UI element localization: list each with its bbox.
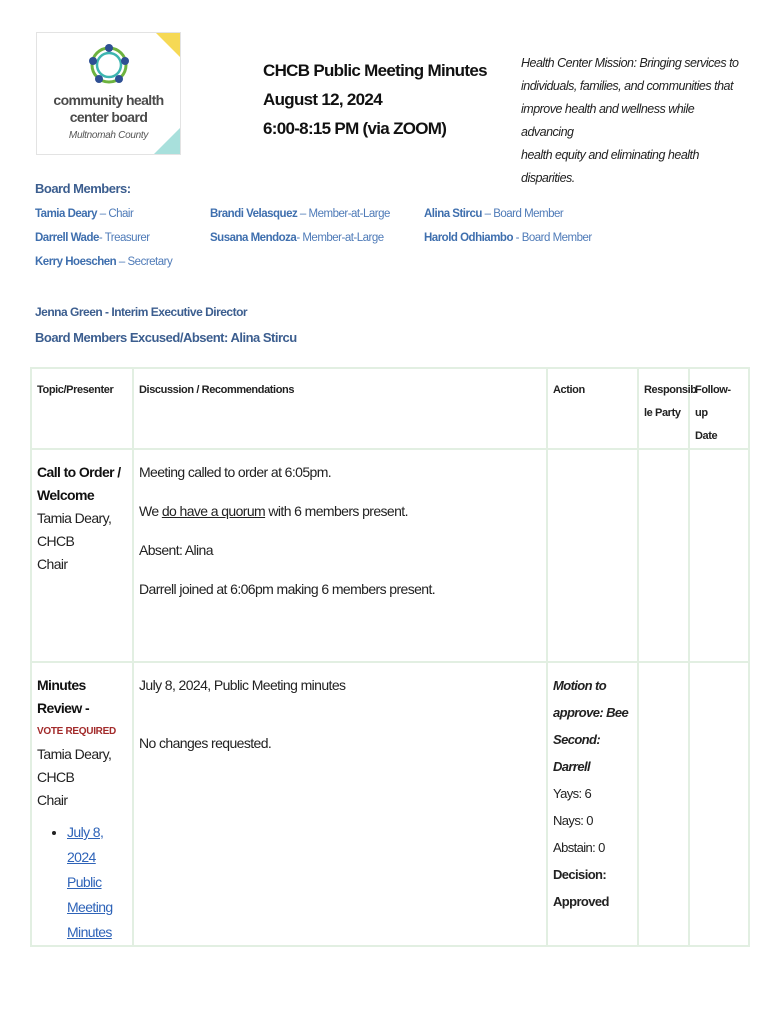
decision-label: Decision:	[553, 867, 607, 882]
quorum-underlined: do have a quorum	[161, 503, 266, 519]
discussion-text: No changes requested.	[139, 735, 272, 751]
logo-corner-yellow	[156, 33, 180, 57]
mission-line4: health equity and eliminating health disparities.	[521, 148, 699, 185]
member-entry	[35, 208, 133, 220]
logo-text-line1: community health	[53, 92, 164, 108]
nays-count: Nays: 0	[553, 813, 593, 828]
member-entry	[35, 256, 172, 268]
link-line[interactable]: Meeting	[67, 899, 113, 915]
mission-line2: individuals, families, and communities that	[521, 79, 733, 93]
member-entry	[424, 232, 592, 244]
member-role: – Secretary	[116, 256, 173, 268]
member-name: Susana Mendoza	[210, 232, 297, 244]
header-followup-line1: Follow-up	[695, 384, 731, 419]
vote-required-badge: VOTE REQUIRED	[37, 726, 116, 737]
followup-cell	[689, 662, 749, 946]
july-minutes-link[interactable]	[67, 824, 113, 940]
discussion-text: Meeting called to order at 6:05pm.	[139, 464, 332, 480]
joined-text: Darrell joined at 6:06pm making 6 members present.	[139, 581, 436, 597]
member-name: Harold Odhiambo	[424, 232, 513, 244]
executive-director: Jenna Green - Interim Executive Director	[35, 305, 248, 319]
topic-cell	[32, 450, 132, 576]
member-role: - Treasurer	[98, 232, 150, 244]
presenter-line1: Tamia Deary, CHCB	[37, 746, 112, 785]
minutes-table	[30, 367, 750, 947]
decision-value: Approved	[553, 894, 609, 909]
logo-rings-icon	[87, 41, 131, 91]
link-line[interactable]: Public	[67, 874, 102, 890]
responsible-cell	[638, 449, 689, 662]
topic-title: Minutes Review -	[37, 677, 89, 716]
followup-cell	[689, 449, 749, 662]
chcb-logo	[36, 32, 181, 155]
mission-line3: improve health and wellness while advancing	[521, 102, 695, 139]
title-line1: CHCB Public Meeting Minutes	[263, 61, 487, 80]
presenter-line2: Chair	[37, 556, 68, 572]
member-role: – Chair	[97, 208, 134, 220]
header-followup-date	[690, 369, 748, 448]
topic-title-line2: Welcome	[37, 487, 95, 503]
quorum-pre: We	[139, 503, 162, 519]
logo-text-line2: center board	[69, 109, 148, 125]
member-entry	[210, 208, 390, 220]
link-line[interactable]: Minutes	[67, 924, 112, 940]
responsible-cell	[638, 662, 689, 946]
header-responsible-line2: le Party	[644, 407, 681, 419]
member-role: - Board Member	[512, 232, 592, 244]
header-action: Action	[553, 384, 585, 396]
discussion-cell	[134, 663, 546, 755]
topic-cell	[32, 663, 132, 945]
link-line[interactable]: July 8, 2024	[67, 824, 104, 865]
header-responsible-party	[639, 369, 697, 425]
header-followup-line2: Date	[695, 430, 718, 442]
title-date: August 12, 2024	[263, 90, 382, 109]
minutes-link-list	[37, 820, 127, 945]
excused-absent-members: Board Members Excused/Absent: Alina Stircu	[35, 330, 297, 345]
header-topic: Topic/Presenter	[37, 384, 114, 396]
action-cell	[548, 663, 637, 915]
member-entry	[210, 232, 384, 244]
quorum-text	[139, 500, 541, 523]
member-role: – Member-at-Large	[297, 208, 390, 220]
member-entry	[35, 232, 150, 244]
abstain-count: Abstain: 0	[553, 840, 605, 855]
discussion-text: July 8, 2024, Public Meeting minutes	[139, 677, 346, 693]
quorum-post: with 6 members present.	[265, 503, 408, 519]
mission-line1: Health Center Mission: Bringing services to	[521, 56, 739, 70]
topic-title-line1: Call to Order /	[37, 464, 121, 480]
member-name: Tamia Deary	[35, 208, 98, 220]
header-discussion: Discussion / Recommendations	[139, 384, 295, 396]
table-row	[31, 662, 749, 946]
motion-line2: approve: Bee	[553, 705, 629, 720]
presenter-line1: Tamia Deary, CHCB	[37, 510, 112, 549]
member-name: Kerry Hoeschen	[35, 256, 117, 268]
member-name: Darrell Wade	[35, 232, 99, 244]
yays-count: Yays: 6	[553, 786, 592, 801]
member-name: Brandi Velasquez	[210, 208, 298, 220]
absent-text: Absent: Alina	[139, 542, 213, 558]
second-line: Second: Darrell	[553, 732, 601, 774]
member-role: - Member-at-Large	[296, 232, 384, 244]
action-cell	[547, 449, 638, 662]
motion-line1: Motion to	[553, 678, 607, 693]
member-entry	[424, 208, 563, 220]
table-header-row	[31, 368, 749, 449]
member-name: Alina Stircu	[424, 208, 482, 220]
meeting-title	[263, 56, 487, 143]
table-row	[31, 449, 749, 662]
minutes-link-item	[67, 820, 127, 945]
title-time: 6:00-8:15 PM (via ZOOM)	[263, 119, 447, 138]
logo-text-county: Multnomah County	[68, 130, 149, 141]
mission-statement	[521, 52, 746, 190]
presenter-line2: Chair	[37, 792, 68, 808]
header-responsible-line1: Responsib	[644, 384, 697, 396]
discussion-cell	[134, 450, 546, 601]
member-role: – Board Member	[481, 208, 564, 220]
board-members-heading: Board Members:	[35, 181, 131, 196]
